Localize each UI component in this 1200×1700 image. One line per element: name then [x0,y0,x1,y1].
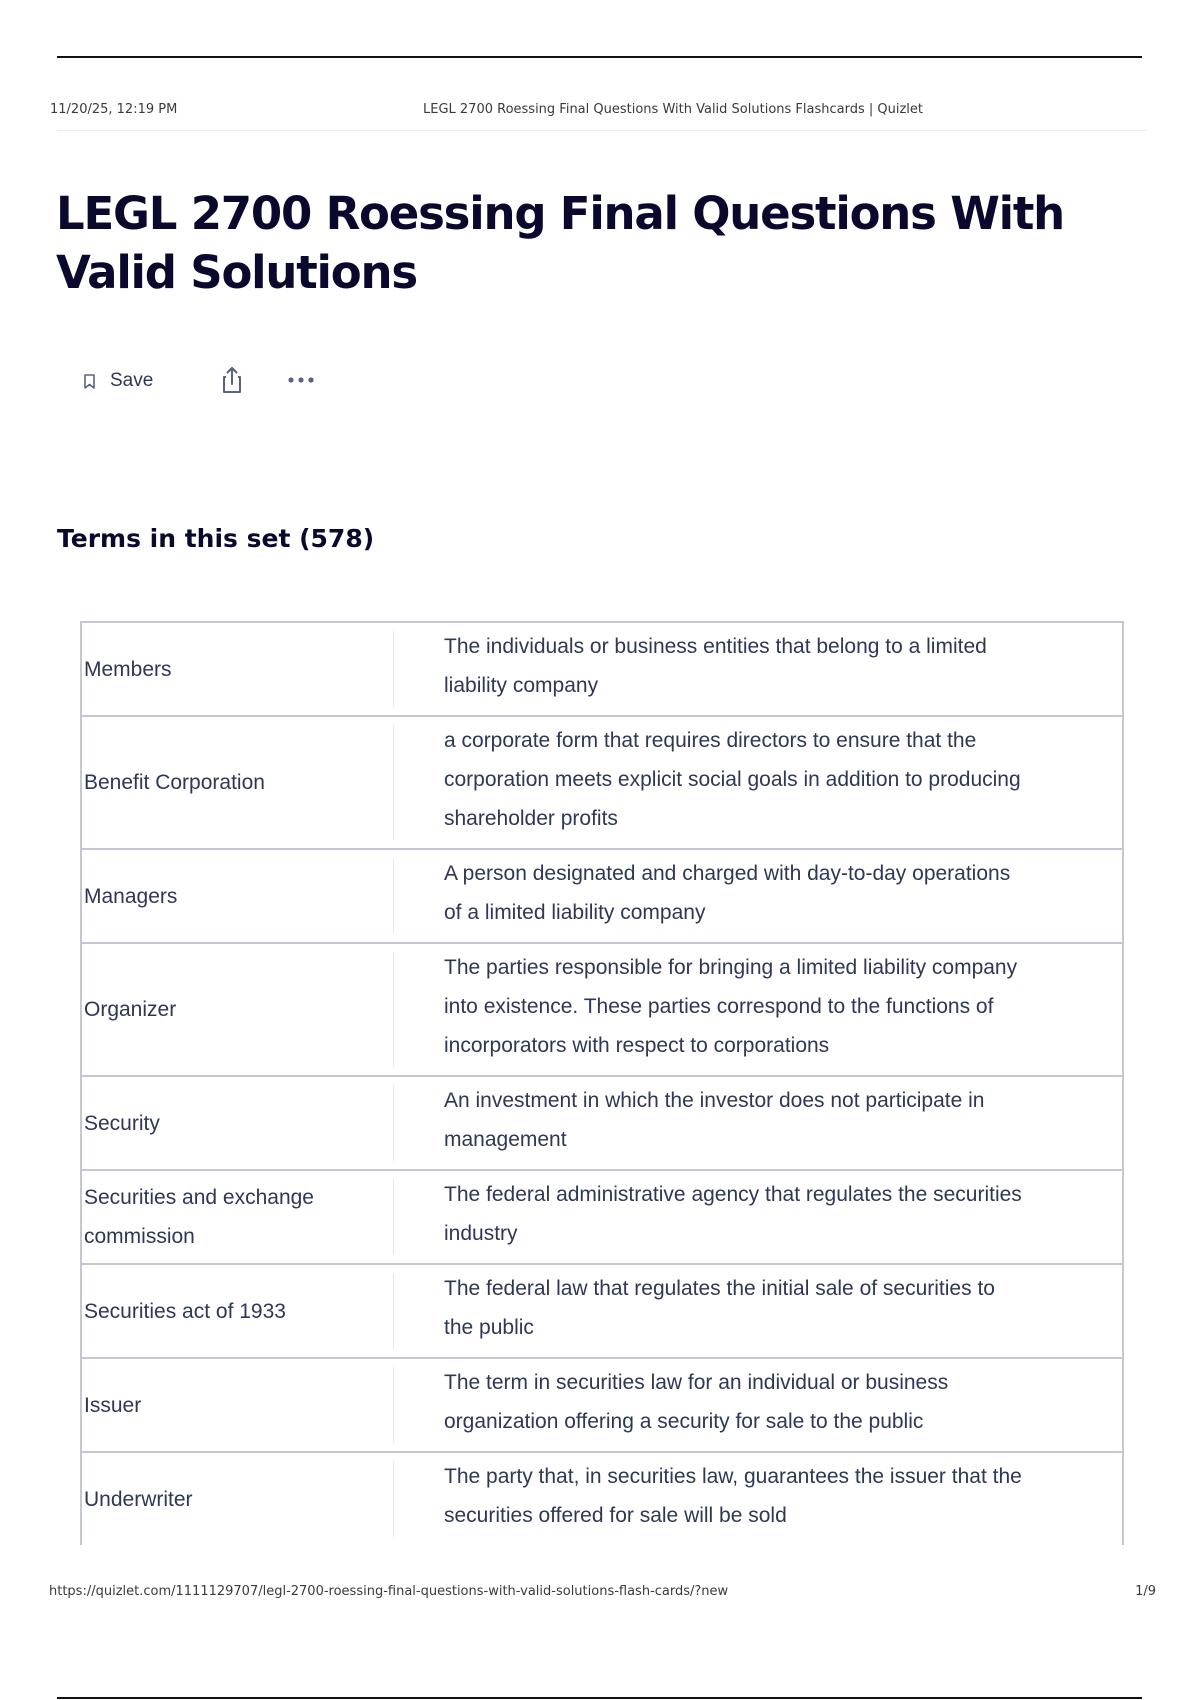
definition-cell: The federal administrative agency that regulates the securities industry [394,1170,1123,1264]
term-cell: Securities act of 1933 [81,1264,394,1358]
page-top-rule [57,56,1142,58]
definition-cell: The party that, in securities law, guarantees the issuer that the securities offered for sale will be sold [394,1452,1123,1545]
definition-cell: The parties responsible for bringing a limited liability company into existence. These parties correspond to the functions of incorporators with respect to corporations [394,943,1123,1076]
page-number: 1/9 [1135,1584,1156,1599]
bookmark-icon [84,374,95,389]
definition-cell: An investment in which the investor does not participate in management [394,1076,1123,1170]
save-button[interactable] [84,366,174,396]
table-row [81,1076,1123,1170]
definition-cell: The individuals or business entities that belong to a limited liability company [394,622,1123,716]
page-title: LEGL 2700 Roessing Final Questions With Valid Solutions [56,187,1064,299]
more-options-button[interactable] [284,366,320,396]
save-label: Save [110,370,154,391]
page-bottom-rule [57,1697,1142,1699]
table-row [81,622,1123,716]
term-cell: Managers [81,849,394,943]
print-url: https://quizlet.com/1111129707/legl-2700-roessing-final-questions-with-valid-solutions-flash-cards/?new [49,1584,729,1599]
print-datetime: 11/20/25, 12:19 PM [50,102,178,117]
share-icon [217,365,247,398]
term-cell: Underwriter [81,1452,394,1545]
print-header-divider [57,130,1147,131]
term-cell: Benefit Corporation [81,716,394,849]
table-row [81,1358,1123,1452]
more-icon [284,365,320,398]
terms-table [80,621,1124,1545]
terms-count-heading: Terms in this set (578) [57,524,375,553]
term-cell: Organizer [81,943,394,1076]
term-cell: Security [81,1076,394,1170]
table-row [81,1264,1123,1358]
table-row [81,716,1123,849]
table-row [81,943,1123,1076]
print-doc-title: LEGL 2700 Roessing Final Questions With Valid Solutions Flashcards | Quizlet [423,102,923,117]
definition-cell: The federal law that regulates the initial sale of securities to the public [394,1264,1123,1358]
term-cell: Securities and exchange commission [81,1170,394,1264]
table-row [81,1452,1123,1545]
term-cell: Issuer [81,1358,394,1452]
table-row [81,1170,1123,1264]
definition-cell: The term in securities law for an individual or business organization offering a security for sale to the public [394,1358,1123,1452]
share-button[interactable] [217,366,247,396]
definition-cell: A person designated and charged with day-to-day operations of a limited liability company [394,849,1123,943]
table-row [81,849,1123,943]
definition-cell: a corporate form that requires directors to ensure that the corporation meets explicit social goals in addition to producing shareholder profits [394,716,1123,849]
term-cell: Members [81,622,394,716]
